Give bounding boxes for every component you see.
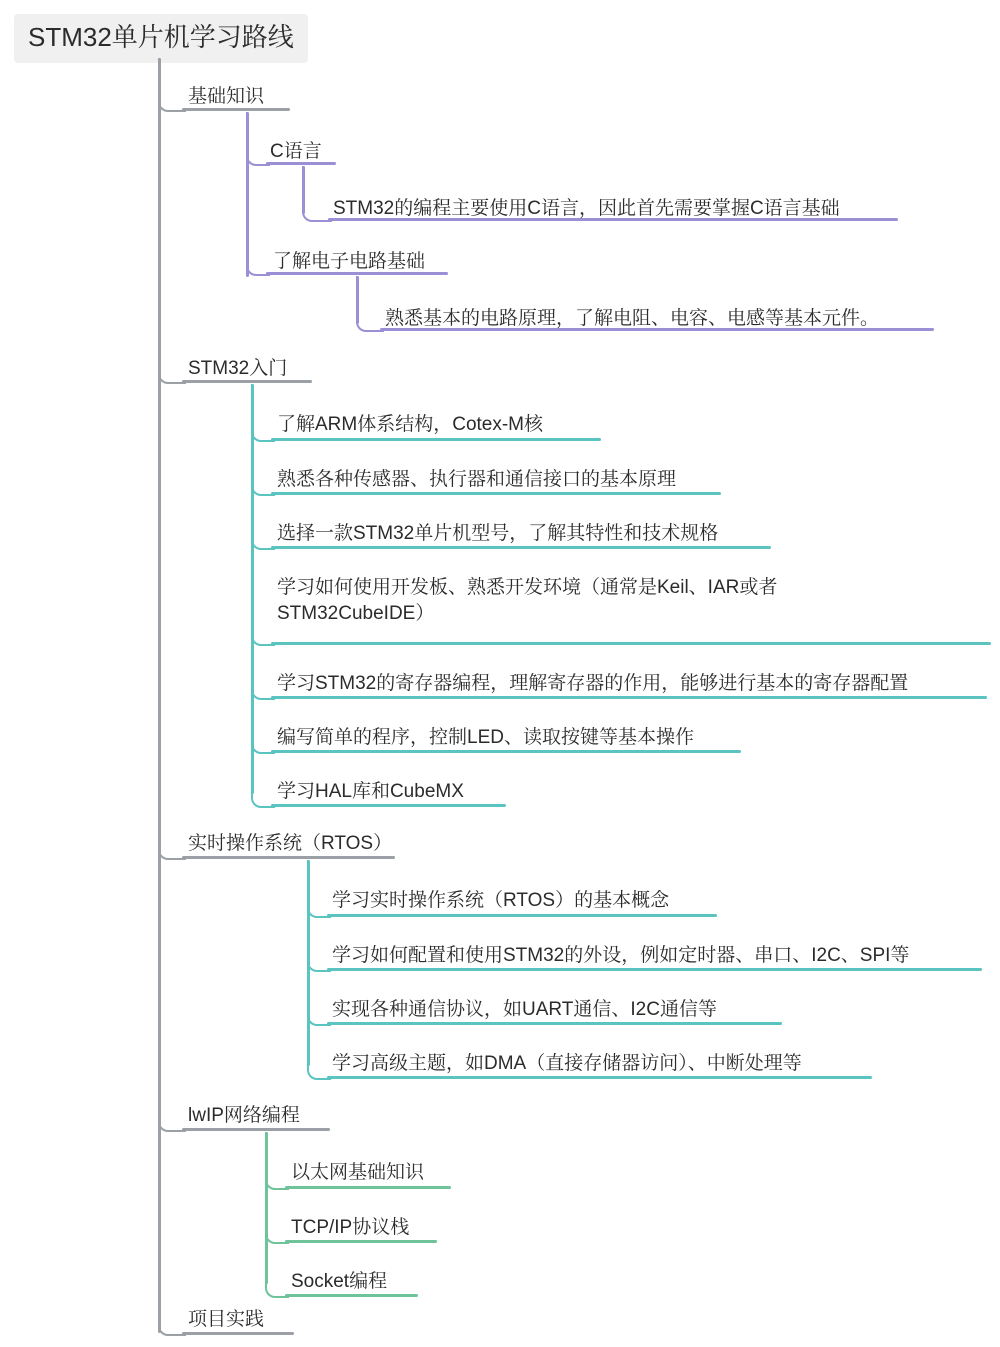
node-1-2[interactable]: 了解电子电路基础	[273, 251, 426, 272]
underline-node-2-4	[271, 642, 991, 645]
node-2-6[interactable]: 编写简单的程序，控制LED、读取按键等基本操作	[277, 727, 694, 748]
node-1-1[interactable]: C语言	[270, 141, 322, 162]
node-4-3[interactable]: Socket编程	[291, 1271, 388, 1292]
connector-node-1-1-1	[302, 166, 332, 222]
connector-branch-5	[158, 1282, 186, 1336]
connector-node-2-2	[251, 440, 275, 496]
node-3-2[interactable]: 学习如何配置和使用STM32的外设，例如定时器、串口、I2C、SPI等	[332, 945, 910, 966]
node-3-4[interactable]: 学习高级主题，如DMA（直接存储器访问）、中断处理等	[332, 1053, 802, 1074]
branch-node-1[interactable]: 基础知识	[188, 86, 265, 107]
node-2-2[interactable]: 熟悉各种传感器、执行器和通信接口的基本原理	[277, 469, 677, 490]
branch-node-3[interactable]: 实时操作系统（RTOS）	[188, 833, 393, 854]
connector-node-1-2-1	[356, 276, 384, 332]
node-3-3[interactable]: 实现各种通信协议，如UART通信、I2C通信等	[332, 999, 717, 1020]
connector-node-2-3	[251, 494, 275, 550]
connector-node-3-1	[307, 860, 331, 918]
node-1-1-1[interactable]: STM32的编程主要使用C语言，因此首先需要掌握C语言基础	[333, 198, 840, 219]
connector-node-4-1	[265, 1132, 289, 1190]
branch-node-4[interactable]: lwIP网络编程	[188, 1105, 300, 1126]
node-2-7[interactable]: 学习HAL库和CubeMX	[277, 781, 464, 802]
connector-node-3-3	[307, 970, 331, 1026]
root-node[interactable]: STM32单片机学习路线	[14, 14, 308, 63]
connector-node-2-4	[251, 548, 275, 646]
branch-node-5[interactable]: 项目实践	[188, 1309, 265, 1330]
node-3-1[interactable]: 学习实时操作系统（RTOS）的基本概念	[332, 890, 670, 911]
node-2-3[interactable]: 选择一款STM32单片机型号，了解其特性和技术规格	[277, 523, 719, 544]
connector-node-4-3	[265, 1242, 289, 1298]
underline-node-3-1	[327, 914, 717, 917]
connector-node-2-6	[251, 698, 275, 754]
connector-node-4-2	[265, 1188, 289, 1244]
connector-branch-4	[158, 1078, 186, 1132]
connector-node-2-1	[251, 384, 275, 442]
node-4-1[interactable]: 以太网基础知识	[291, 1162, 425, 1183]
underline-node-4-1	[285, 1186, 451, 1189]
node-1-2-1[interactable]: 熟悉基本的电路原理，了解电阻、电容、电感等基本元件。	[385, 308, 880, 329]
node-4-2[interactable]: TCP/IP协议栈	[291, 1217, 410, 1238]
connector-node-3-2	[307, 916, 331, 972]
connector-node-2-7	[251, 752, 275, 808]
branch-node-2[interactable]: STM32入门	[188, 358, 288, 379]
node-2-1[interactable]: 了解ARM体系结构，Cotex-M核	[277, 414, 544, 435]
connector-node-1-2	[246, 220, 270, 276]
connector-branch-2	[158, 330, 186, 384]
underline-node-2-1	[271, 438, 601, 441]
node-2-5[interactable]: 学习STM32的寄存器编程，理解寄存器的作用，能够进行基本的寄存器配置	[277, 673, 909, 694]
connector-node-1-1	[246, 112, 270, 166]
connector-branch-1	[158, 58, 186, 112]
node-2-4[interactable]: 学习如何使用开发板、熟悉开发环境（通常是Keil、IAR或者STM32CubeIDE）	[277, 577, 778, 624]
connector-node-2-5	[251, 644, 275, 700]
connector-node-3-4	[307, 1024, 331, 1080]
trunk-spine	[158, 58, 161, 1333]
connector-branch-3	[158, 806, 186, 860]
